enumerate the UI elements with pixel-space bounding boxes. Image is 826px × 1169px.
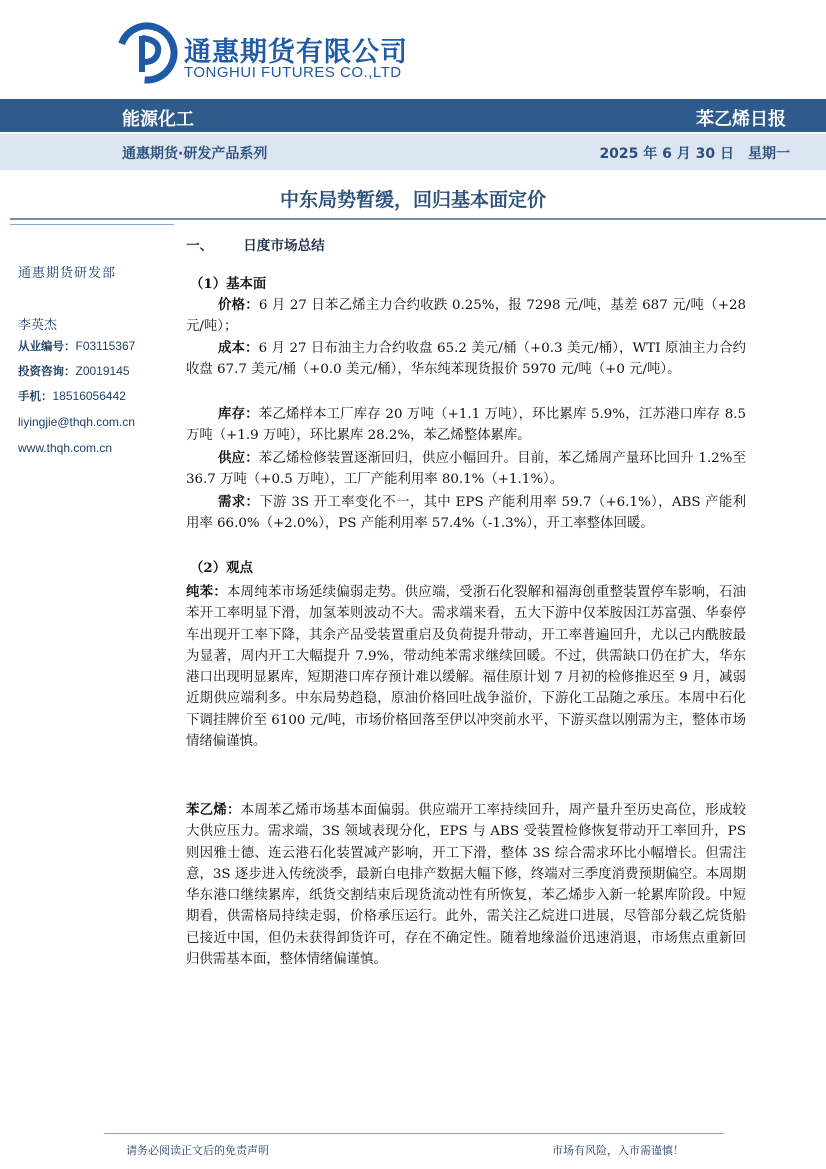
advisory-label: 投资咨询：	[18, 364, 76, 378]
cost-text: 6 月 27 日布油主力合约收盘 65.2 美元/桶（+0.3 美元/桶），WTI 原油主力合约收盘 67.7 美元/桶（+0.0 美元/桶），华东纯苯现货报价 5970 元/吨（+0 元/吨）。	[186, 341, 746, 378]
page-title: 中东局势暂缓，回归基本面定价	[279, 189, 546, 211]
analyst-email[interactable]: liyingjie@thqh.com.cn	[18, 415, 135, 429]
company-name-cn: 通惠期货有限公司	[184, 37, 408, 68]
supply-label: 供应：	[218, 450, 259, 466]
styrene-label: 苯乙烯：	[186, 802, 241, 818]
section-title: 日度市场总结	[243, 238, 325, 254]
benzene-label: 纯苯：	[186, 584, 227, 600]
styrene-paragraph	[186, 800, 746, 970]
company-website[interactable]: www.thqh.com.cn	[18, 441, 113, 455]
benzene-paragraph	[186, 582, 746, 752]
cost-label: 成本：	[218, 340, 259, 356]
company-logo-icon	[116, 22, 178, 84]
styrene-text: 本周苯乙烯市场基本面偏弱。供应端开工率持续回升，周产量升至历史高位，形成较大供应压力。需求端，3S 领域表现分化，EPS 与 ABS 受装置检修恢复带动开工率回升，PS 则因雅士德、连云港石化装置减产影响，开工下滑，整体 3S 综合需求环比小幅增长。但需注意，3S 逐步进入传统淡季，最新白电排产数据大幅下修，终端对三季度消费预期偏空。本周期华东港口继续累库，纸货交割结束后现货流动性有所恢复，苯乙烯步入新一轮累库阶段。中短期看，供需格局持续走弱，价格承压运行。此外，需关注乙烷进口进展，尽管部分载乙烷货船已接近中国，但仍未获得卸货许可，存在不确定性。随着地缘溢价迅速消退，市场焦点重新回归供需基本面，整体情绪偏谨慎。	[186, 803, 747, 968]
price-text: 6 月 27 日苯乙烯主力合约收跌 0.25%，报 7298 元/吨，基差 687 元/吨（+28 元/吨）；	[186, 298, 746, 335]
cost-paragraph	[186, 338, 746, 381]
phone-row	[18, 388, 126, 404]
section-heading	[186, 236, 325, 257]
analyst-sidebar	[18, 262, 136, 455]
license-row	[18, 338, 135, 354]
report-series: 通惠期货·研发产品系列	[122, 146, 268, 162]
risk-warning: 市场有风险，入市需谨慎！	[552, 1144, 684, 1157]
disclaimer-note: 请务必阅读正文后的免责声明	[126, 1144, 269, 1157]
benzene-text: 本周纯苯市场延续偏弱走势。供应端，受浙石化裂解和福海创重整装置停车影响，石油苯开工率明显下滑，加氢苯则波动不大。需求端来看，五大下游中仅苯胺因江苏富强、华泰停车出现开工率下降，其余产品受装置重启及负荷提升带动，开工率普遍回升，尤以己内酰胺最为显著，周内开工大幅提升 7.9%，带动纯苯需求继续回暖。不过，供需缺口仍在扩大，华东港口出现明显累库，短期港口库存预计难以缓解。福佳原计划 7 月初的检修推迟至 9 月，减弱近期供应端利多。中东局势趋稳，原油价格回吐战争溢价，下游化工品随之承压。本周中石化下调挂牌价至 6100 元/吨，市场价格回落至伊以冲突前水平，下游买盘以刚需为主，整体市场情绪偏谨慎。	[186, 585, 747, 750]
advisory-number: Z0019145	[75, 364, 130, 378]
demand-label: 需求：	[218, 494, 260, 510]
supply-text: 苯乙烯检修装置逐渐回归，供应小幅回升。目前，苯乙烯周产量环比回升 1.2%至 36.7 万吨（+0.5 万吨），工厂产能利用率 80.1%（+1.1%）。	[186, 451, 746, 488]
advisory-row	[18, 363, 130, 379]
subheading-views: （2）观点	[190, 560, 253, 576]
title-divider	[10, 218, 826, 220]
price-paragraph	[186, 295, 746, 338]
phone-label: 手机：	[18, 389, 53, 403]
price-label: 价格：	[218, 297, 259, 313]
section-number: 一、	[186, 238, 214, 254]
subheading-fundamentals: （1）基本面	[190, 276, 267, 292]
inventory-text: 苯乙烯样本工厂库存 20 万吨（+1.1 万吨），环比累库 5.9%，江苏港口库存 8.5 万吨（+1.9 万吨），环比累库 28.2%，苯乙烯整体累库。	[186, 407, 747, 444]
research-dept: 通惠期货研发部	[18, 266, 117, 281]
demand-text: 下游 3S 开工率变化不一，其中 EPS 产能利用率 59.7（+6.1%），ABS 产能利用率 66.0%（+2.0%），PS 产能利用率 57.4%（-1.3%），开工率整体回暖。	[186, 495, 746, 532]
sidebar-divider	[10, 224, 174, 225]
report-date: 2025 年 6 月 30 日 星期一	[599, 146, 790, 162]
footer-divider	[104, 1133, 724, 1134]
report-name: 苯乙烯日报	[696, 109, 786, 130]
license-label: 从业编号：	[18, 339, 76, 353]
inventory-paragraph	[186, 404, 746, 447]
license-number: F03115367	[75, 339, 136, 353]
analyst-name: 李英杰	[18, 318, 58, 333]
report-category: 能源化工	[122, 109, 194, 130]
supply-paragraph	[186, 448, 746, 491]
phone-number: 18516056442	[52, 389, 126, 403]
inventory-label: 库存：	[218, 406, 259, 422]
demand-paragraph	[186, 492, 746, 535]
company-name-en: TONGHUI FUTURES CO.,LTD	[184, 64, 402, 81]
